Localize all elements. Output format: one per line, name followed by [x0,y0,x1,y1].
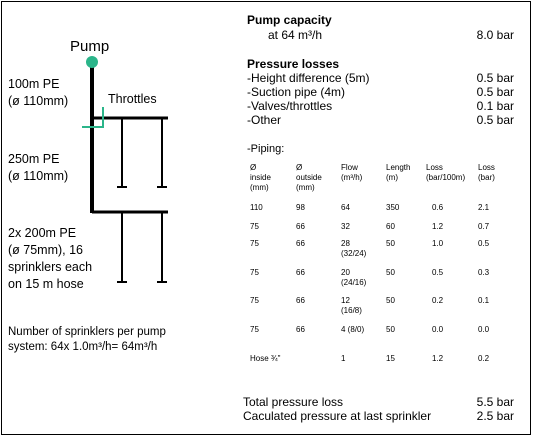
table-row-loss100: 1.2 [432,354,444,363]
loss-item-label: -Valves/throttles [247,99,333,113]
header-length-line: Length [386,163,411,172]
loss-item-label: -Suction pipe (4m) [247,85,346,99]
table-row-outside: 98 [296,203,305,212]
seg3-line4: on 15 m hose [8,277,84,291]
seg3-line1: 2x 200m PE [8,226,77,240]
table-row-loss: 0.0 [478,325,490,334]
seg3-line3: sprinklers each [8,260,93,274]
header-inside-line: Ø [250,163,257,172]
table-row-flow: 28 [341,239,350,248]
seg2-line1: 250m PE [8,152,60,166]
header-loss-line: (bar) [478,173,495,182]
table-row-loss100: 0.2 [432,296,444,305]
seg2-line2: (ø 110mm) [8,169,69,183]
table-row-flow: 1 [341,354,346,363]
calc-pressure-label: Caculated pressure at last sprinkler [243,409,432,423]
note-line1: Number of sprinklers per pump [8,326,166,338]
table-row-inside: 75 [250,239,259,248]
seg1-line1: 100m PE [8,77,60,91]
header-loss100-line: Loss [426,163,443,172]
table-row-length: 350 [386,203,400,212]
header-inside-line: (mm) [250,183,269,192]
table-row-inside: 75 [250,325,259,334]
table-row-flow: 12 [341,296,350,305]
loss-item-value: 0.1 bar [476,99,514,113]
table-row-inside: 110 [250,203,263,212]
table-row-loss100: 1.2 [432,222,444,231]
header-loss100-line: (bar/100m) [426,173,466,182]
header-flow-line: (m³/h) [341,173,363,182]
loss-item-label: -Height difference (5m) [247,71,370,85]
table-row-length: 15 [386,354,395,363]
piping-title: -Piping: [247,143,285,155]
capacity-value: 8.0 bar [476,28,514,42]
table-row-loss100: 0.6 [432,203,444,212]
pump-label: Pump [70,38,110,55]
losses-title: Pressure losses [247,57,340,71]
pump-icon [86,56,98,68]
loss-item-label: -Other [247,113,282,127]
throttles-label: Throttles [108,92,157,106]
header-length-line: (m) [386,173,398,182]
seg1-line2: (ø 110mm) [8,94,69,108]
seg3-line2: (ø 75mm), 16 [8,243,84,257]
table-row-loss100: 0.5 [432,268,444,277]
loss-item-value: 0.5 bar [476,113,514,127]
header-inside [250,163,271,193]
header-loss [478,163,495,183]
header-outside [296,163,322,193]
table-row-flow-sub: (32/24) [341,249,367,258]
header-loss100 [426,163,465,183]
table-row-flow-sub: (16/8) [341,306,362,315]
loss-item-value: 0.5 bar [476,71,514,85]
table-row-length: 50 [386,296,395,305]
table-row-outside: 66 [296,325,305,334]
header-outside-line: (mm) [296,183,315,192]
table-row-outside: 66 [296,268,305,277]
table-row-loss: 0.1 [478,296,490,305]
table-row-loss: 0.2 [478,354,490,363]
total-loss-label: Total pressure loss [243,395,344,409]
header-inside-line: inside [250,173,271,182]
table-row-flow: 64 [341,203,350,212]
table-row-outside: 66 [296,296,305,305]
header-flow-line: Flow [341,163,358,172]
table-row-loss: 0.5 [478,239,490,248]
header-length [386,163,410,183]
table-row-flow: 32 [341,222,350,231]
total-loss-value: 5.5 bar [476,395,514,409]
table-row-flow: 20 [341,268,350,277]
table-row-flow: 4 (8/0) [341,325,365,334]
table-row-length: 50 [386,239,395,248]
header-flow [341,163,362,183]
table-row-loss100: 1.0 [432,239,444,248]
table-row-loss100: 0.0 [432,325,444,334]
note-line2: system: 64x 1.0m³/h= 64m³/h [8,341,158,353]
header-outside-line: Ø [296,163,303,172]
table-row-inside: 75 [250,222,259,231]
table-row-loss: 2.1 [478,203,490,212]
table-row-loss: 0.7 [478,222,490,231]
table-row-inside: 75 [250,296,259,305]
table-row-length: 50 [386,325,395,334]
table-row-flow-sub: (24/16) [341,278,367,287]
table-row-length: 50 [386,268,395,277]
header-loss-line: Loss [478,163,495,172]
header-outside-line: outside [296,173,322,182]
table-row-inside: 75 [250,268,259,277]
table-row-outside: 66 [296,222,305,231]
table-row-outside: 66 [296,239,305,248]
table-row-loss: 0.3 [478,268,490,277]
calc-pressure-value: 2.5 bar [476,409,514,423]
table-row-inside: Hose ¾" [250,354,281,363]
capacity-title: Pump capacity [247,13,332,27]
table-row-length: 60 [386,222,395,231]
capacity-at-label: at 64 m³/h [268,28,323,42]
loss-item-value: 0.5 bar [476,85,514,99]
